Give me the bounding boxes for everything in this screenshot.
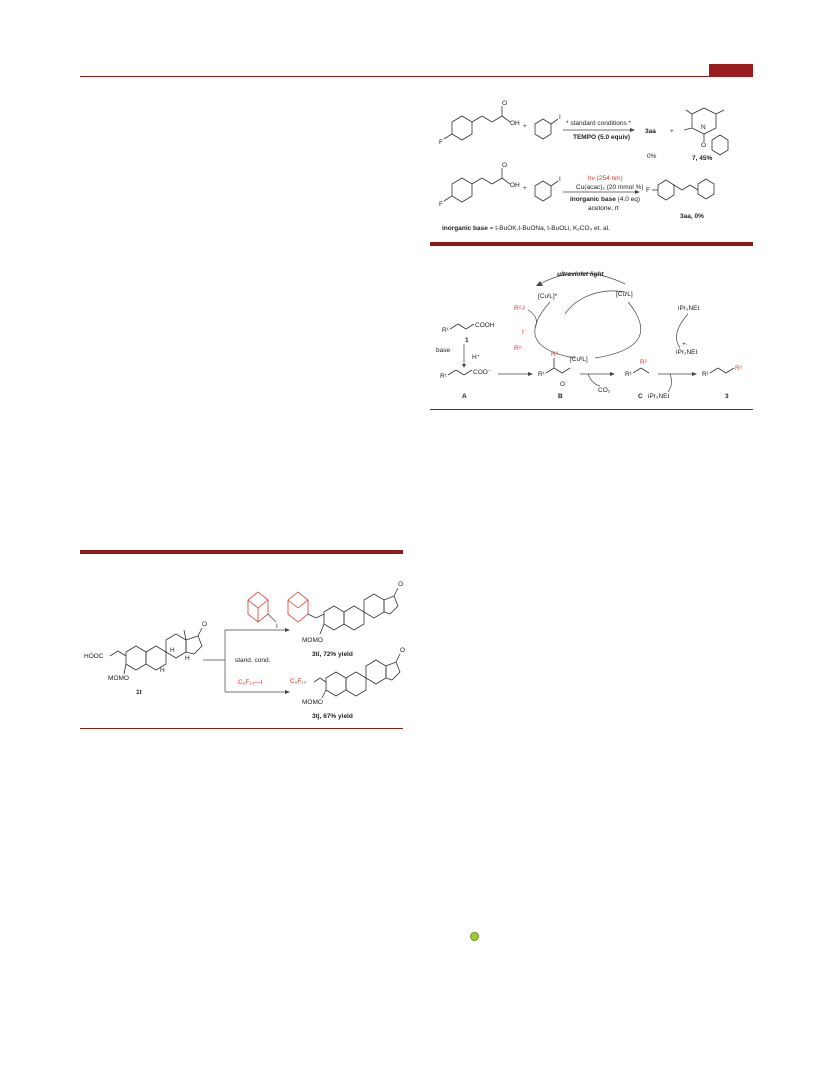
r2i-arrow <box>528 310 536 328</box>
conditions-light: hν (254 nm) <box>588 175 623 182</box>
cycle-arc-right <box>595 302 641 358</box>
co2-arrow <box>588 374 600 386</box>
product-3tj-label: 3tj, 67% yield <box>312 713 353 720</box>
late-stage-scheme-top-rule <box>80 550 403 554</box>
label-a: A <box>462 393 467 400</box>
b-r2: R² <box>551 351 558 358</box>
b-r1: R¹ <box>538 371 545 378</box>
cinnamic-acid-structure-1 <box>439 100 520 146</box>
substrate-momo: MOMO <box>108 675 129 682</box>
proton-label: H⁺ <box>472 354 481 361</box>
amine-release-arrow <box>668 374 672 392</box>
product-3aa-structure <box>646 179 714 200</box>
substituent-f: F <box>439 139 443 146</box>
cycle-arc-left <box>535 302 575 358</box>
page-number-tab <box>709 64 753 77</box>
iodide-label: I⁻ <box>522 329 528 336</box>
tempo-adduct-structure <box>684 108 728 155</box>
carbonyl-o: O <box>502 100 508 107</box>
adamantyl-iodide-structure <box>248 592 278 630</box>
cu-ground: [CuᴵL] <box>616 291 633 298</box>
mechanism-bottom-rule <box>430 409 753 410</box>
substrate-label: 1t <box>136 689 142 696</box>
reagent-i: I <box>276 623 278 630</box>
conditions-catalyst: Cu(acac)₂ (20 mmol %) <box>576 184 644 191</box>
product1-momo: MOMO <box>302 637 323 644</box>
header-rule <box>80 76 753 77</box>
conditions-base: inorganic base (4.0 eq) <box>570 196 641 203</box>
b-o: O <box>560 381 566 388</box>
conditions-line2: TEMPO (5.0 equiv) <box>573 134 631 141</box>
c-r2: R² <box>640 359 647 366</box>
product-3aa-label: 3aa <box>645 128 656 135</box>
product1-o: O <box>398 581 404 588</box>
product-3aa-yield: 0% <box>647 153 657 160</box>
cinnamic-acid-structure-2 <box>439 162 520 208</box>
plus-sign: + <box>523 123 527 130</box>
footnote: inorganic base = t-BuOK,t-BuONa, t-BuOLi, K₂CO₃ et. al. <box>442 225 610 232</box>
plus-sign-3: + <box>523 185 527 192</box>
substrate-cooh: COOH <box>475 322 495 329</box>
substrate-h3: H <box>160 667 165 674</box>
substrate-cooh: HOOC <box>84 653 104 660</box>
substrate-o: O <box>202 621 208 628</box>
label-c: C <box>638 393 643 400</box>
product2-o: O <box>400 647 406 654</box>
p-r2: R² <box>735 365 742 372</box>
substrate-h1: H <box>170 647 175 654</box>
substituent-oh: OH <box>510 120 520 127</box>
r2i-label: R²-I <box>514 305 525 312</box>
substrate-r1: R¹ <box>442 327 449 334</box>
label-b: B <box>558 393 563 400</box>
control-experiment-scheme <box>430 100 760 248</box>
cu-ii: [CuᴵᴵL] <box>570 356 588 363</box>
conditions-label: stand. cond. <box>235 657 271 664</box>
anion-coo: COO⁻ <box>473 369 492 376</box>
substituent-i-2: I <box>559 176 561 183</box>
conditions-line1: * standard conditions * <box>566 120 632 127</box>
scheme-bottom-rule <box>430 242 753 246</box>
iodocyclohexane-structure-1 <box>535 114 561 139</box>
conditions-solvent: acetone, rt <box>588 205 619 212</box>
product-3ti-label: 3ti, 72% yield <box>312 651 353 658</box>
iodocyclohexane-structure-2 <box>535 176 561 201</box>
radical-dot: +· <box>682 341 688 348</box>
product2-momo: MOMO <box>302 699 323 706</box>
light-label: ultraviolet light <box>557 271 604 278</box>
estrone-substrate-structure <box>84 621 207 696</box>
carbonyl-o-2: O <box>502 162 508 169</box>
substituent-oh-2: OH <box>510 182 520 189</box>
late-stage-functionalization-scheme <box>80 570 410 725</box>
amine-label: iPr₂NEt <box>678 305 700 312</box>
label-3: 3 <box>725 393 729 400</box>
annotation-badge-icon[interactable] <box>470 932 479 941</box>
plus-sign-2: + <box>670 128 674 135</box>
substituent-i: I <box>559 114 561 121</box>
product2-c6f13: C₆F₁₃ <box>290 678 307 685</box>
adduct-o: O <box>701 142 707 149</box>
substituent-f-2: F <box>439 201 443 208</box>
product-3aa-label-2: 3aa, 0% <box>680 213 704 220</box>
r2-radical-label: R²· <box>514 345 524 352</box>
c-r1: R¹ <box>625 371 632 378</box>
anion-r1: R¹ <box>440 373 447 380</box>
cu-excited: [CuᴵL]* <box>538 293 558 300</box>
base-label: base <box>436 347 451 354</box>
reagent-c6f13: C₆F₁₃—I <box>238 679 263 686</box>
p-r1: R¹ <box>702 371 709 378</box>
product-f: F <box>646 187 650 194</box>
adduct-n: N <box>701 124 706 131</box>
substrate-label: 1 <box>465 337 469 344</box>
substrate-h2: H <box>185 655 190 662</box>
amine-product: iPr₂NEt <box>648 393 670 400</box>
product-3ti-structure <box>288 581 403 644</box>
mechanism-scheme <box>430 262 760 410</box>
amine-radical-label: iPr₂NEt <box>676 349 698 356</box>
co2-label: CO₂ <box>598 387 611 394</box>
late-stage-scheme-bottom-rule <box>80 728 403 729</box>
adduct-7-label: 7, 45% <box>692 155 713 162</box>
